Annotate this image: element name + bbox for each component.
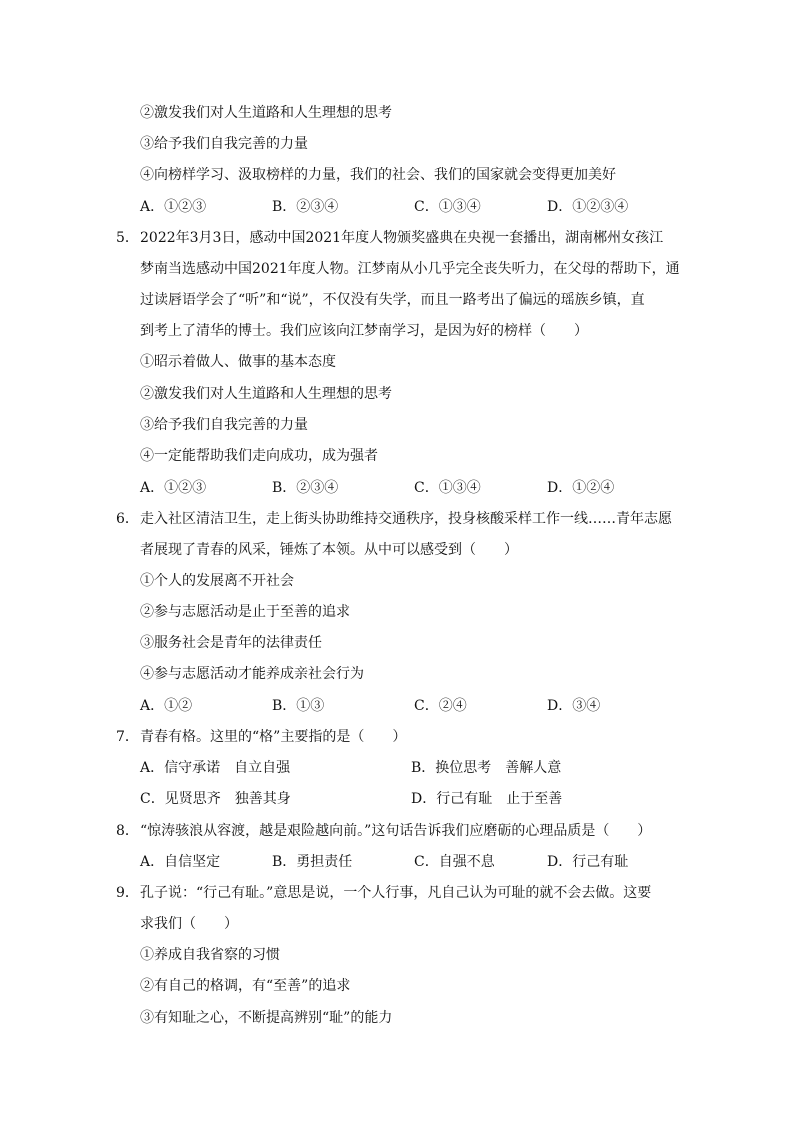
q5-stem-line-2: 梦南当选感动中国2021年度人物。江梦南从小几乎完全丧失听力，在父母的帮助下，通: [140, 261, 680, 277]
q7-stem-line-1: 青春有格。这里的“格”主要指的是（ ）: [140, 729, 407, 745]
q4-statement-3: ③给予我们自我完善的力量: [140, 136, 308, 152]
q7-option-d: D．行己有耻 止于至善: [411, 791, 563, 807]
q6-statement-4: ④参与志愿活动才能养成亲社会行为: [140, 666, 364, 682]
q8-number: 8．: [116, 823, 139, 839]
q5-stem-line-3: 过读唇语学会了“听”和“说”，不仅没有失学，而且一路考出了偏远的瑶族乡镇，直: [140, 292, 645, 308]
q8-option-b: B．勇担责任: [272, 854, 353, 870]
q5-stem-line-4: 到考上了清华的博士。我们应该向江梦南学习，是因为好的榜样（ ）: [140, 323, 588, 339]
q8-option-c: C．自强不息: [414, 854, 495, 870]
q9-number: 9．: [116, 885, 139, 901]
q5-statement-1: ①昭示着做人、做事的基本态度: [140, 354, 336, 370]
q9-statement-3: ③有知耻之心，不断提高辨别“耻”的能力: [140, 1010, 393, 1026]
q7-option-b: B．换位思考 善解人意: [411, 760, 562, 776]
q6-option-b: B．①③: [272, 698, 325, 714]
q8-option-a: A．自信坚定: [140, 854, 221, 870]
q8-option-d: D．行己有耻: [547, 854, 629, 870]
q4-option-d: D．①②③④: [547, 199, 629, 215]
q7-option-c: C．见贤思齐 独善其身: [140, 791, 291, 807]
q8-stem-line-1: “惊涛骇浪从容渡，越是艰险越向前。”这句话告诉我们应磨砺的心理品质是（ ）: [140, 823, 652, 839]
q9-stem-line-2: 求我们（ ）: [140, 916, 238, 932]
q5-option-d: D．①②④: [547, 480, 615, 496]
q5-statement-3: ③给予我们自我完善的力量: [140, 417, 308, 433]
q6-statement-2: ②参与志愿活动是止于至善的追求: [140, 604, 350, 620]
q4-option-a: A．①②③: [140, 199, 207, 215]
q6-option-d: D．③④: [547, 698, 601, 714]
q5-option-a: A．①②③: [140, 480, 207, 496]
q6-option-a: A．①②: [140, 698, 193, 714]
q6-stem-line-1: 走入社区清洁卫生，走上街头协助维持交通秩序，投身核酸采样工作一线……青年志愿: [140, 511, 672, 527]
q7-option-a: A．信守承诺 自立自强: [140, 760, 291, 776]
q5-option-b: B．②③④: [272, 480, 339, 496]
q7-number: 7．: [116, 729, 139, 745]
q4-option-b: B．②③④: [272, 199, 339, 215]
q6-stem-line-2: 者展现了青春的风采，锤炼了本领。从中可以感受到（ ）: [140, 542, 518, 558]
q9-statement-1: ①养成自我省察的习惯: [140, 947, 280, 963]
q5-statement-2: ②激发我们对人生道路和人生理想的思考: [140, 386, 392, 402]
q6-option-c: C．②④: [414, 698, 467, 714]
q9-stem-line-1: 孔子说：“行己有耻。”意思是说，一个人行事，凡自己认为可耻的就不会去做。这要: [140, 885, 652, 901]
q6-number: 6．: [116, 511, 139, 527]
q5-option-c: C．①③④: [414, 480, 481, 496]
q4-statement-2: ②激发我们对人生道路和人生理想的思考: [140, 105, 392, 121]
q6-statement-3: ③服务社会是青年的法律责任: [140, 635, 322, 651]
q6-statement-1: ①个人的发展离不开社会: [140, 573, 294, 589]
q5-statement-4: ④一定能帮助我们走向成功，成为强者: [140, 448, 378, 464]
q4-option-c: C．①③④: [414, 199, 481, 215]
q9-statement-2: ②有自己的格调，有“至善”的追求: [140, 978, 351, 994]
q5-number: 5．: [116, 230, 139, 246]
q5-stem-line-1: 2022年3月3日，感动中国2021年度人物颁奖盛典在央视一套播出，湖南郴州女孩江: [140, 230, 664, 246]
q4-statement-4: ④向榜样学习、汲取榜样的力量，我们的社会、我们的国家就会变得更加美好: [140, 167, 616, 183]
